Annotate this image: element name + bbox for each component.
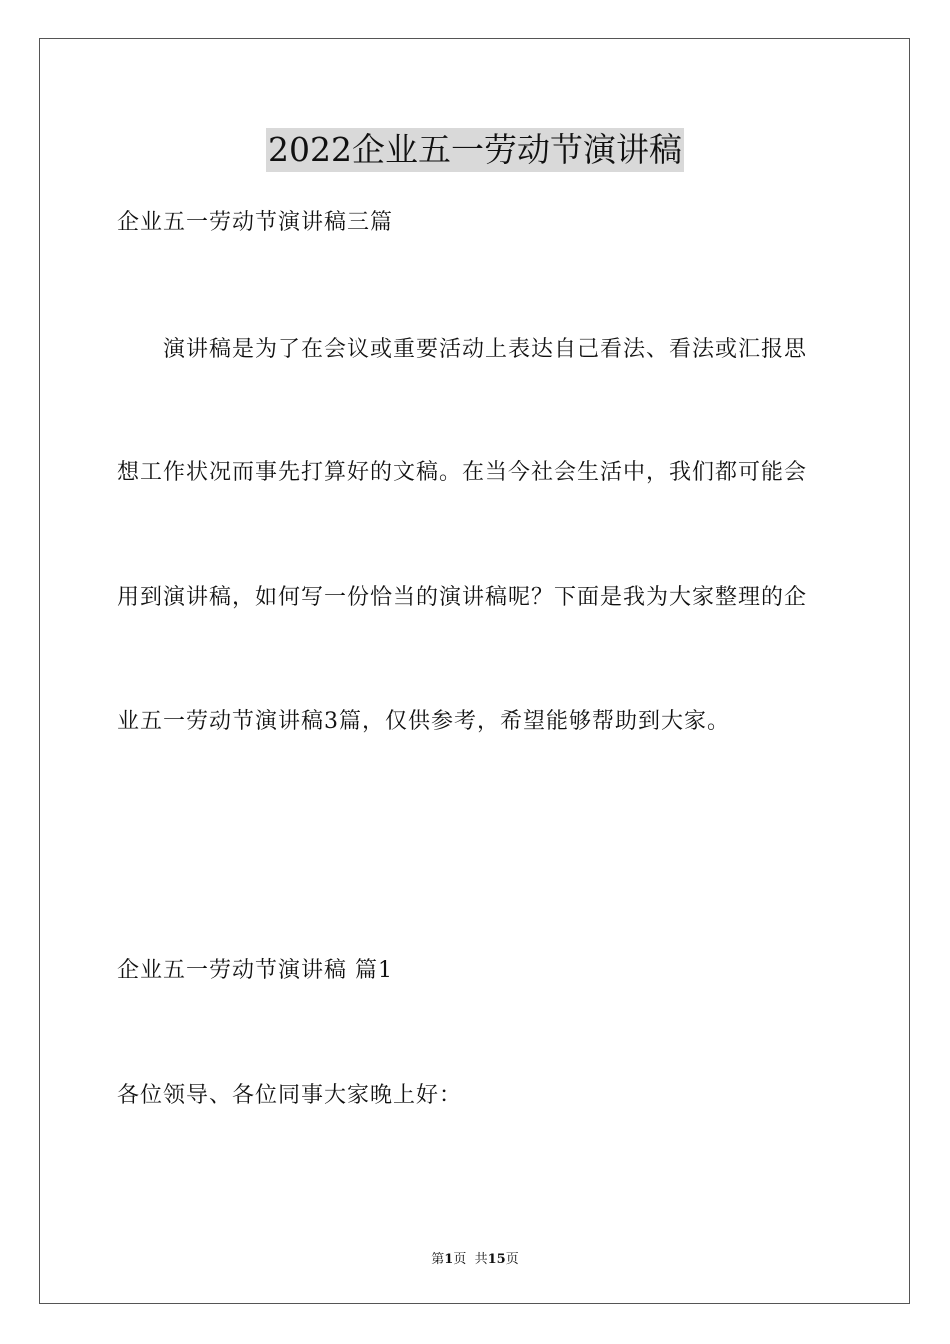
page-footer <box>0 1248 950 1267</box>
intro-line-2: 想工作状况而事先打算好的文稿。在当今社会生活中，我们都可能会 <box>117 460 808 485</box>
footer-page-prefix: 第 <box>431 1252 445 1267</box>
footer-page-suffix: 页 <box>505 1252 519 1267</box>
document-subtitle: 企业五一劳动节演讲稿三篇 <box>117 210 394 235</box>
greeting-line: 各位领导、各位同事大家晚上好： <box>117 1083 463 1108</box>
document-title: 2022企业五一劳动节演讲稿 <box>266 128 684 172</box>
intro-line-3: 用到演讲稿，如何写一份恰当的演讲稿呢？下面是我为大家整理的企 <box>117 585 808 610</box>
intro-line-4: 业五一劳动节演讲稿3篇，仅供参考，希望能够帮助到大家。 <box>117 709 730 734</box>
footer-page-number: 1 <box>444 1252 454 1267</box>
intro-line-1: 演讲稿是为了在会议或重要活动上表达自己看法、看法或汇报思 <box>163 337 808 362</box>
footer-total-pages: 15 <box>487 1252 506 1267</box>
section-heading: 企业五一劳动节演讲稿 篇1 <box>117 958 393 983</box>
title-container <box>0 128 950 172</box>
footer-page-mid: 页 共 <box>453 1252 488 1267</box>
